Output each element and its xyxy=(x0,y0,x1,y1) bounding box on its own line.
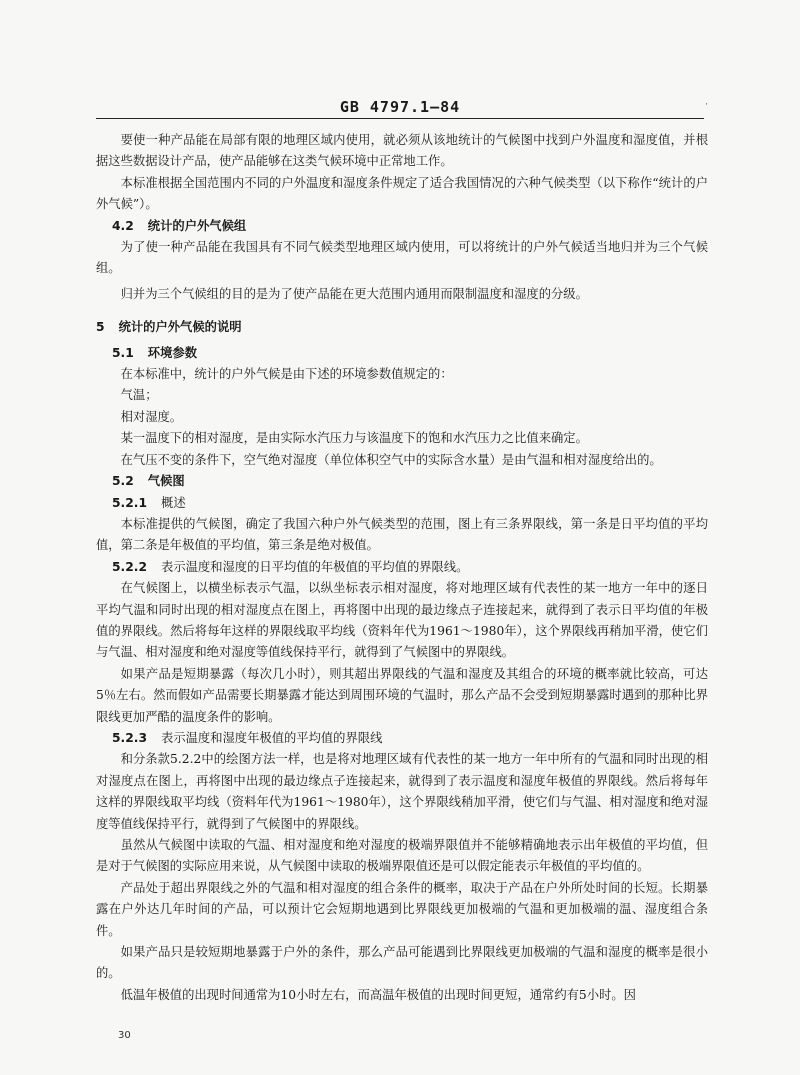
standard-code-header: GB 4797.1—84 xyxy=(339,98,461,116)
paragraph: 要使一种产品能在局部有限的地理区域内使用，就必须从该地统计的气候图中找到户外温度和湿度值，并根据这些数据设计产品，使产品能够在这类气候环境中正常地工作。 xyxy=(96,133,708,169)
paragraph: 本标准根据全国范围内不同的户外温度和湿度条件规定了适合我国情况的六种气候类型（以下称作“统计的户外气候”）。 xyxy=(96,175,708,212)
paragraph: 为了使一种产品能在我国具有不同气候类型地理区域内使用，可以将统计的户外气候适当地归并为三个气候组。 xyxy=(96,240,708,276)
paragraph: 相对湿度。 xyxy=(120,409,183,424)
page-number: 30 xyxy=(118,1030,131,1041)
section-title: 概述 xyxy=(161,495,186,510)
paragraph: 如果产品是短期暴露（每次几小时），则其超出界限线的气温和湿度及其组合的环境的概率就比较高，可达5％左右。然而假如产品需要长期暴露才能达到周围环境的气温时，那么产品不会受到短期暴露时遇到的那种比界限线更加严酷的温度条件的影响。 xyxy=(96,666,708,724)
paragraph: 气温； xyxy=(120,388,158,403)
section-number: 5.2 xyxy=(112,474,134,489)
section-5-2-2-heading xyxy=(96,557,708,578)
section-5-heading xyxy=(96,317,708,338)
paragraph: 在气压不变的条件下，空气绝对湿度（单位体积空气中的实际含水量）是由气温和相对湿度给出的。 xyxy=(120,452,662,467)
paragraph: 在本标准中，统计的户外气候是由下述的环境参数值规定的： xyxy=(120,367,453,382)
section-5-2-3-heading xyxy=(96,728,708,749)
section-5-2-heading xyxy=(96,471,708,492)
paragraph: 低温年极值的出现时间通常为10小时左右，而高温年极值的出现时间更短，通常约有5小时。因 xyxy=(120,987,636,1002)
document-body xyxy=(96,130,708,1006)
scan-mark: · xyxy=(705,100,708,110)
section-number: 5 xyxy=(96,320,105,335)
section-4-2-heading xyxy=(96,216,708,237)
paragraph: 本标准提供的气候图，确定了我国六种户外气候类型的范围，图上有三条界限线，第一条是日平均值的平均值，第二条是年极值的平均值，第三条是绝对极值。 xyxy=(96,516,708,553)
paragraph: 产品处于超出界限线之外的气温和相对湿度的组合条件的概率，取决于产品在户外所处时间的长短。长期暴露在户外达几年时间的产品，可以预计它会短期地遇到比界限线更加极端的气温和更加极端的温、湿度组合条件。 xyxy=(96,880,708,938)
section-number: 4.2 xyxy=(112,218,134,233)
section-5-1-heading xyxy=(96,343,708,364)
paragraph: 和分条款5.2.2中的绘图方法一样，也是将对地理区域有代表性的某一地方一年中所有的气温和同时出现的相对湿度点在图上，再将图中出现的最边缘点子连接起来，就得到了表示温度和湿度年极值的界限线。然后将每年这样的界限线取平均线（资料年代为1961～1980年），这个界限线稍加平滑，使它们与气温、相对湿度和绝对湿度等值线保持平行，就得到了气候图中的界限线。 xyxy=(96,752,708,831)
paragraph: 某一温度下的相对湿度，是由实际水汽压力与该温度下的饱和水汽压力之比值来确定。 xyxy=(120,431,588,446)
section-title: 统计的户外气候组 xyxy=(147,218,247,233)
paragraph: 在气候图上，以横坐标表示气温，以纵坐标表示相对湿度，将对地理区域有代表性的某一地方一年中的逐日平均气温和同时出现的相对湿度点在图上，再将图中出现的最边缘点子连接起来，就得到了表示日平均值的年极值的界限线。然后将每年这样的界限线取平均线（资料年代为1961～1980年），这个界限线再稍加平滑，使它们与气温、相对湿度和绝对湿度等值线保持平行，就得到了气候图中的界限线。 xyxy=(96,581,708,660)
paragraph: 归并为三个气候组的目的是为了使产品能在更大范围内通用而限制温度和湿度的分级。 xyxy=(120,286,588,301)
section-5-2-1-heading xyxy=(96,493,708,514)
paragraph: 如果产品只是较短期地暴露于户外的条件，那么产品可能遇到比界限线更加极端的气温和湿度的概率是很小的。 xyxy=(96,945,708,981)
section-title: 表示温度和湿度年极值的平均值的界限线 xyxy=(161,730,383,745)
section-title: 表示温度和湿度的日平均值的年极值的平均值的界限线。 xyxy=(161,559,469,574)
paragraph: 虽然从气候图中读取的气温、相对湿度和绝对湿度的极端界限值并不能够精确地表示出年极值的平均值，但是对于气候图的实际应用来说，从气候图中读取的极端界限值还是可以假定能表示年极值的平均值的。 xyxy=(96,838,708,874)
section-title: 气候图 xyxy=(147,474,185,489)
header-rule xyxy=(96,118,704,119)
section-number: 5.2.2 xyxy=(112,559,148,574)
section-title: 统计的户外气候的说明 xyxy=(118,320,242,335)
section-number: 5.1 xyxy=(112,345,134,360)
section-title: 环境参数 xyxy=(147,345,197,360)
section-number: 5.2.3 xyxy=(112,730,148,745)
section-number: 5.2.1 xyxy=(112,495,148,510)
